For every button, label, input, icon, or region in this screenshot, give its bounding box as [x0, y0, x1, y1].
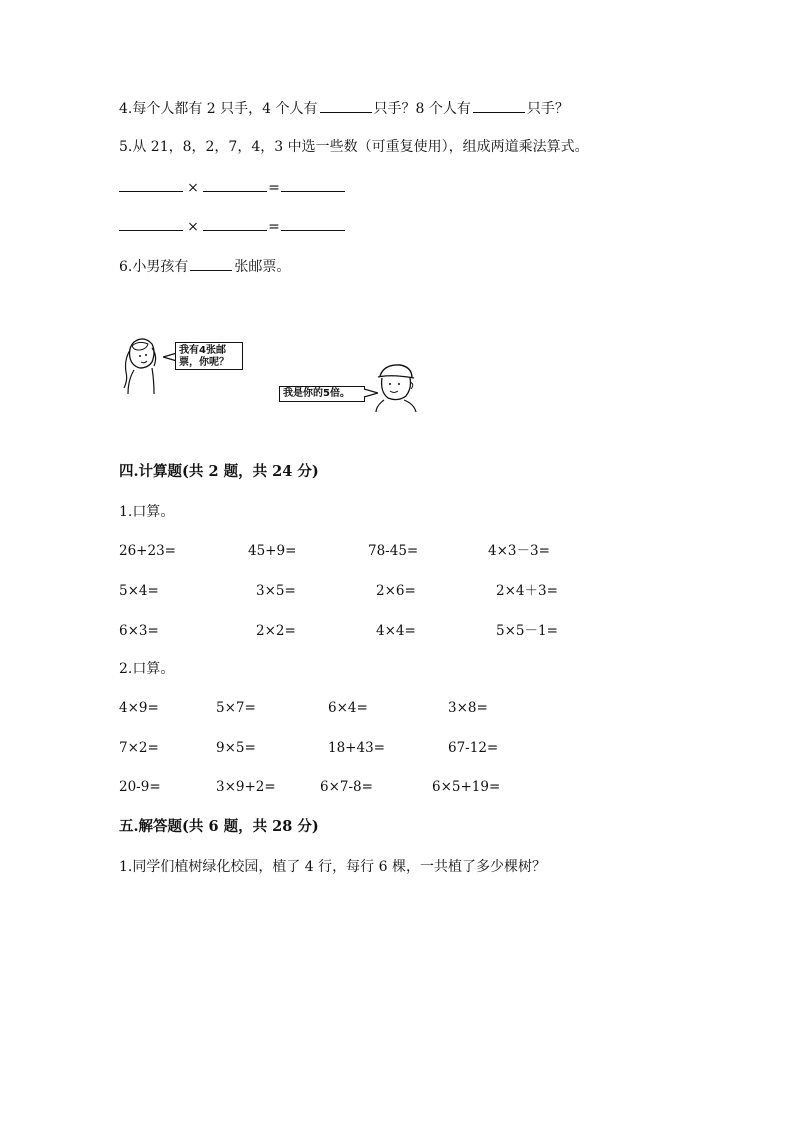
answer-blank[interactable]	[119, 216, 183, 231]
calc-item: 26+23=	[119, 543, 176, 559]
calc-item: 18+43=	[328, 740, 385, 756]
calc-item: 2×4＋3=	[496, 583, 558, 599]
multiplication-equation-2	[119, 216, 345, 236]
question-5: 5.从 21，8，2，7，4，3 中选一些数（可重复使用），组成两道乘法算式。	[119, 139, 589, 155]
answer-blank[interactable]	[119, 177, 183, 192]
calc-item: 3×5=	[256, 583, 296, 599]
question-4-part1: 4.每个人都有 2 只手，4 个人有	[119, 101, 318, 117]
calc-item: 9×5=	[216, 740, 256, 756]
section-4-q1-label: 1.口算。	[119, 504, 175, 520]
calc-item: 3×8=	[448, 700, 488, 716]
section-4-q2-label: 2.口算。	[119, 661, 175, 677]
times-sign: ×	[187, 180, 199, 196]
calc-item: 6×5+19=	[432, 779, 501, 795]
calc-item: 6×3=	[119, 623, 159, 639]
answer-blank[interactable]	[320, 98, 372, 113]
calc-item: 6×4=	[328, 700, 368, 716]
calc-item: 2×6=	[376, 583, 416, 599]
equals-sign: =	[268, 219, 280, 235]
calc-item: 6×7-8=	[320, 779, 373, 795]
calc-item: 67-12=	[448, 740, 499, 756]
girl-bubble-line2: 票，你呢？	[179, 357, 229, 368]
girl-bubble-line1: 我有4张邮	[179, 345, 226, 356]
calc-item: 20-9=	[119, 779, 161, 795]
calc-item: 45+9=	[248, 543, 297, 559]
question-6	[119, 256, 290, 276]
calc-item: 4×9=	[119, 700, 159, 716]
calc-item: 5×5－1=	[496, 623, 558, 639]
question-6-part2: 张邮票。	[234, 259, 291, 275]
section-5-title: 五.解答题(共 6 题，共 28 分)	[119, 818, 319, 835]
calc-item: 7×2=	[119, 740, 159, 756]
equals-sign: =	[268, 180, 280, 196]
answer-blank[interactable]	[203, 216, 267, 231]
answer-blank[interactable]	[281, 177, 345, 192]
answer-blank[interactable]	[473, 98, 525, 113]
calc-item: 5×4=	[119, 583, 159, 599]
boy-speech-bubble	[279, 386, 365, 402]
calc-item: 4×4=	[376, 623, 416, 639]
multiplication-equation-1	[119, 177, 345, 197]
boy-bubble-text: 我是你的5倍。	[283, 388, 350, 399]
calc-item: 4×3－3=	[488, 543, 550, 559]
calc-item: 3×9+2=	[216, 779, 276, 795]
boy-illustration-icon	[372, 362, 422, 414]
question-4-part3: 只手？	[526, 101, 569, 117]
calc-item: 5×7=	[216, 700, 256, 716]
answer-blank[interactable]	[190, 256, 232, 271]
girl-illustration-icon	[118, 336, 168, 396]
girl-speech-bubble	[175, 342, 243, 370]
answer-blank[interactable]	[203, 177, 267, 192]
answer-blank[interactable]	[281, 216, 345, 231]
calc-item: 78-45=	[368, 543, 419, 559]
section-5-q1: 1.同学们植树绿化校园，植了 4 行，每行 6 棵，一共植了多少棵树？	[119, 859, 546, 875]
times-sign: ×	[187, 219, 199, 235]
question-4	[119, 98, 569, 118]
question-4-part2: 只手？8 个人有	[373, 101, 471, 117]
section-4-title: 四.计算题(共 2 题，共 24 分)	[119, 463, 319, 480]
question-6-part1: 6.小男孩有	[119, 259, 189, 275]
calc-item: 2×2=	[256, 623, 296, 639]
